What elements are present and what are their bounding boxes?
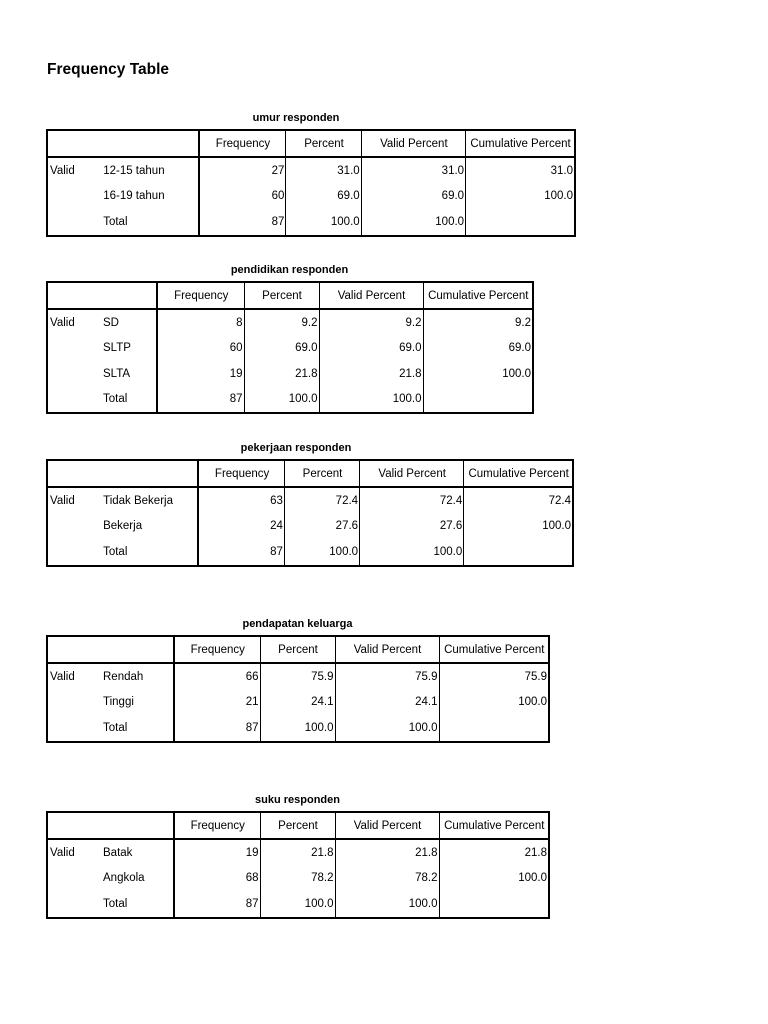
- category-label: SD: [103, 316, 119, 329]
- header-cumulative-percent: Cumulative Percent: [466, 130, 575, 157]
- cumulative-percent-cell: [423, 387, 533, 414]
- valid-percent-cell: 21.8: [319, 361, 423, 387]
- category-label: Bekerja: [103, 520, 143, 533]
- cumulative-percent-cell: 100.0: [439, 866, 549, 892]
- percent-cell: 100.0: [260, 891, 335, 918]
- percent-cell: 21.8: [260, 839, 335, 866]
- table-row-total: [47, 209, 575, 236]
- percent-cell: 100.0: [286, 209, 361, 236]
- valid-percent-cell: 72.4: [360, 487, 464, 514]
- percent-cell: 100.0: [284, 539, 359, 566]
- frequency-cell: 60: [157, 336, 244, 362]
- header-corner: [47, 636, 174, 663]
- header-row: [47, 130, 575, 157]
- header-frequency: Frequency: [157, 282, 244, 309]
- group-label: Valid: [50, 494, 75, 507]
- table-caption: pekerjaan responden: [240, 442, 352, 454]
- table-row: [47, 866, 549, 892]
- frequency-cell: 60: [199, 184, 286, 210]
- header-percent: Percent: [260, 812, 335, 839]
- category-label: Total: [103, 215, 128, 228]
- cumulative-percent-cell: 72.4: [464, 487, 573, 514]
- header-percent: Percent: [284, 460, 359, 487]
- valid-percent-cell: 27.6: [360, 514, 464, 540]
- table-row: [47, 157, 575, 184]
- frequency-cell: 87: [157, 387, 244, 414]
- group-label-empty: [47, 184, 101, 210]
- frequency-cell: 19: [174, 839, 260, 866]
- table-caption: pendidikan responden: [230, 264, 349, 276]
- cumulative-percent-cell: 100.0: [423, 361, 533, 387]
- frequency-cell: 87: [198, 539, 284, 566]
- header-row: [47, 460, 573, 487]
- category-label: Total: [103, 393, 128, 406]
- group-label-empty: [47, 866, 101, 892]
- header-row: [47, 282, 533, 309]
- header-valid-percent: Valid Percent: [360, 460, 464, 487]
- category-label: Total: [103, 721, 128, 734]
- group-label: Valid: [50, 316, 75, 329]
- frequency-table: [46, 635, 550, 743]
- valid-percent-cell: 75.9: [335, 663, 439, 690]
- table-row: [47, 839, 549, 866]
- group-label-empty: [47, 539, 101, 566]
- table-row: [47, 309, 533, 336]
- frequency-cell: 27: [199, 157, 286, 184]
- header-valid-percent: Valid Percent: [335, 812, 439, 839]
- frequency-cell: 63: [198, 487, 284, 514]
- valid-percent-cell: 69.0: [319, 336, 423, 362]
- header-corner: [47, 130, 199, 157]
- table-row: [47, 663, 549, 690]
- header-cumulative-percent: Cumulative Percent: [464, 460, 573, 487]
- cumulative-percent-cell: 75.9: [439, 663, 549, 690]
- valid-percent-cell: 31.0: [361, 157, 465, 184]
- header-valid-percent: Valid Percent: [335, 636, 439, 663]
- table-row: [47, 514, 573, 540]
- category-label: 16-19 tahun: [103, 190, 165, 203]
- valid-percent-cell: 100.0: [335, 715, 439, 742]
- table-row: [47, 487, 573, 514]
- cumulative-percent-cell: [439, 715, 549, 742]
- cumulative-percent-cell: 100.0: [464, 514, 573, 540]
- table-caption: pendapatan keluarga: [242, 618, 353, 630]
- table-row: [47, 336, 533, 362]
- frequency-cell: 87: [174, 715, 260, 742]
- group-label-empty: [47, 715, 101, 742]
- table-caption: umur responden: [252, 112, 340, 124]
- category-label: SLTA: [103, 367, 131, 380]
- header-corner: [47, 282, 157, 309]
- valid-percent-cell: 100.0: [319, 387, 423, 414]
- group-label-empty: [47, 891, 101, 918]
- category-label: Angkola: [103, 872, 145, 885]
- valid-percent-cell: 24.1: [335, 690, 439, 716]
- percent-cell: 75.9: [260, 663, 335, 690]
- header-percent: Percent: [286, 130, 361, 157]
- cumulative-percent-cell: [464, 539, 573, 566]
- percent-cell: 24.1: [260, 690, 335, 716]
- valid-percent-cell: 100.0: [360, 539, 464, 566]
- group-label: Valid: [50, 670, 75, 683]
- header-valid-percent: Valid Percent: [361, 130, 465, 157]
- group-label-empty: [47, 336, 101, 362]
- frequency-cell: 8: [157, 309, 244, 336]
- valid-percent-cell: 9.2: [319, 309, 423, 336]
- table-caption: suku responden: [255, 794, 340, 806]
- percent-cell: 69.0: [244, 336, 319, 362]
- header-cumulative-percent: Cumulative Percent: [423, 282, 533, 309]
- cumulative-percent-cell: 100.0: [466, 184, 575, 210]
- group-label: Valid: [50, 164, 75, 177]
- header-row: [47, 636, 549, 663]
- table-row: [47, 361, 533, 387]
- frequency-table: [46, 281, 534, 414]
- header-cumulative-percent: Cumulative Percent: [439, 812, 549, 839]
- frequency-cell: 66: [174, 663, 260, 690]
- cumulative-percent-cell: 21.8: [439, 839, 549, 866]
- table-row-total: [47, 539, 573, 566]
- header-row: [47, 812, 549, 839]
- percent-cell: 100.0: [244, 387, 319, 414]
- frequency-table: [46, 811, 550, 919]
- group-label-empty: [47, 514, 101, 540]
- group-label-empty: [47, 361, 101, 387]
- frequency-cell: 87: [199, 209, 286, 236]
- cumulative-percent-cell: 31.0: [466, 157, 575, 184]
- category-label: SLTP: [103, 342, 131, 355]
- category-label: Batak: [103, 846, 133, 859]
- frequency-table: [46, 459, 574, 567]
- category-label: Total: [103, 545, 128, 558]
- header-percent: Percent: [244, 282, 319, 309]
- frequency-table: [46, 129, 576, 237]
- percent-cell: 21.8: [244, 361, 319, 387]
- cumulative-percent-cell: [466, 209, 575, 236]
- header-corner: [47, 460, 198, 487]
- frequency-cell: 68: [174, 866, 260, 892]
- category-label: Rendah: [103, 670, 144, 683]
- page-title: Frequency Table: [47, 61, 170, 78]
- header-frequency: Frequency: [198, 460, 284, 487]
- header-valid-percent: Valid Percent: [319, 282, 423, 309]
- category-label: Total: [103, 897, 128, 910]
- table-row-total: [47, 387, 533, 414]
- group-label-empty: [47, 209, 101, 236]
- header-frequency: Frequency: [199, 130, 286, 157]
- percent-cell: 100.0: [260, 715, 335, 742]
- percent-cell: 69.0: [286, 184, 361, 210]
- valid-percent-cell: 100.0: [361, 209, 465, 236]
- percent-cell: 78.2: [260, 866, 335, 892]
- header-frequency: Frequency: [174, 812, 260, 839]
- valid-percent-cell: 100.0: [335, 891, 439, 918]
- header-corner: [47, 812, 174, 839]
- header-percent: Percent: [260, 636, 335, 663]
- cumulative-percent-cell: 9.2: [423, 309, 533, 336]
- table-row: [47, 184, 575, 210]
- header-cumulative-percent: Cumulative Percent: [439, 636, 549, 663]
- header-frequency: Frequency: [174, 636, 260, 663]
- percent-cell: 9.2: [244, 309, 319, 336]
- group-label: Valid: [50, 846, 75, 859]
- frequency-cell: 24: [198, 514, 284, 540]
- percent-cell: 27.6: [284, 514, 359, 540]
- percent-cell: 72.4: [284, 487, 359, 514]
- table-row-total: [47, 891, 549, 918]
- cumulative-percent-cell: [439, 891, 549, 918]
- cumulative-percent-cell: 100.0: [439, 690, 549, 716]
- table-row-total: [47, 715, 549, 742]
- valid-percent-cell: 78.2: [335, 866, 439, 892]
- group-label-empty: [47, 690, 101, 716]
- valid-percent-cell: 69.0: [361, 184, 465, 210]
- frequency-cell: 21: [174, 690, 260, 716]
- group-label-empty: [47, 387, 101, 414]
- frequency-cell: 87: [174, 891, 260, 918]
- category-label: Tidak Bekerja: [103, 494, 173, 507]
- table-row: [47, 690, 549, 716]
- cumulative-percent-cell: 69.0: [423, 336, 533, 362]
- valid-percent-cell: 21.8: [335, 839, 439, 866]
- category-label: Tinggi: [103, 696, 134, 709]
- category-label: 12-15 tahun: [103, 164, 165, 177]
- frequency-cell: 19: [157, 361, 244, 387]
- percent-cell: 31.0: [286, 157, 361, 184]
